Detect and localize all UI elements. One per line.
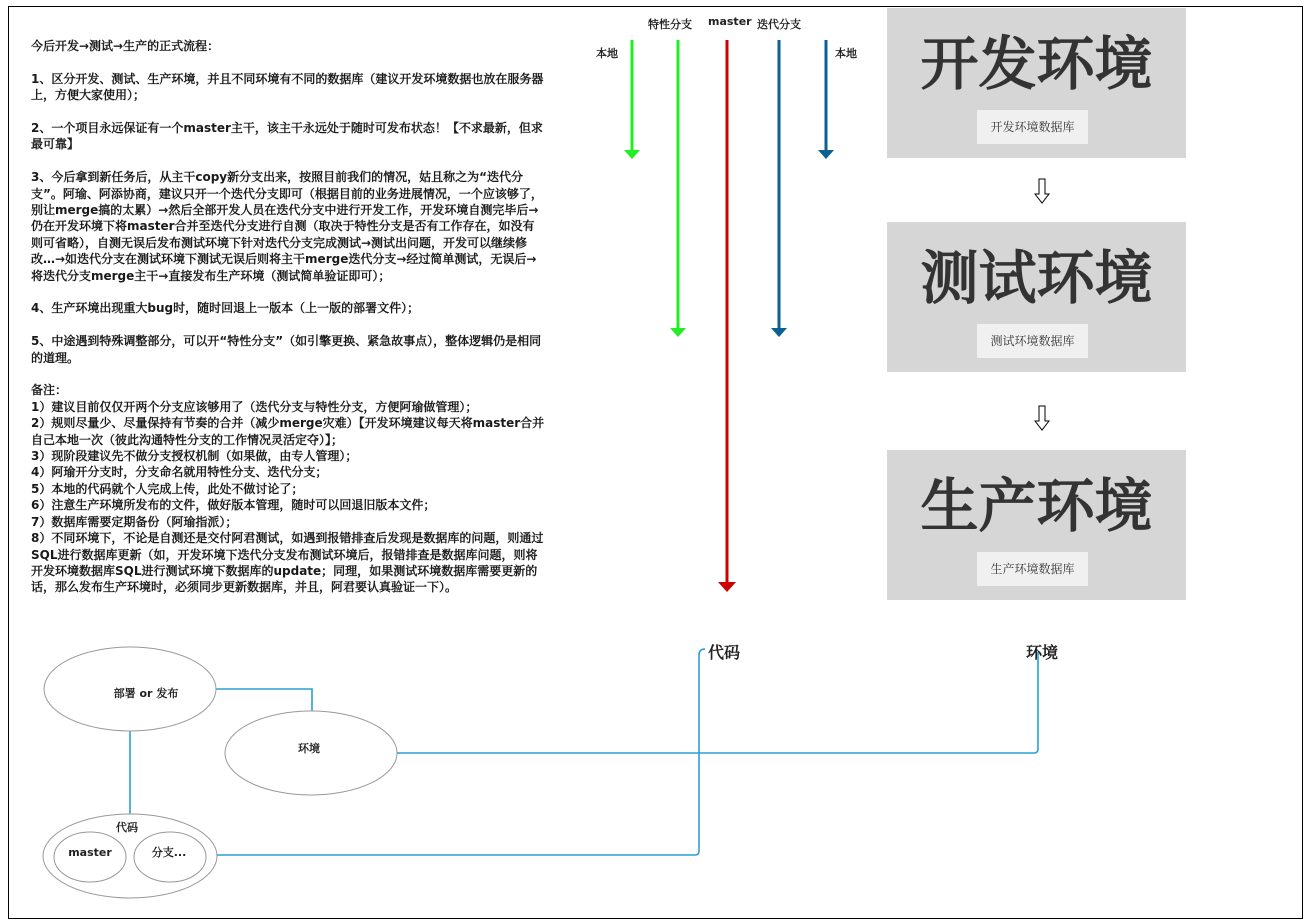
notes-paragraph-5: 5、中途遇到特殊调整部分，可以开“特性分支”（如引擎更换、紧急故事点），整体逻辑仍是相同的道理。 xyxy=(31,334,542,365)
dev-to-test-arrow-icon xyxy=(1034,178,1050,204)
iteration-branch-label: 迭代分支 xyxy=(757,18,801,31)
env-bubble-label: 环境 xyxy=(298,742,320,755)
test-env-title: 测试环境 xyxy=(920,244,1153,312)
master-bubble-label: master xyxy=(68,846,112,859)
test-env-box xyxy=(887,222,1186,372)
prod-env-box xyxy=(887,450,1186,600)
local-left-label: 本地 xyxy=(596,47,618,60)
deploy-env-connector xyxy=(215,689,312,713)
local-left-arrowhead xyxy=(624,150,640,159)
notes-paragraph-1: 1、区分开发、测试、生产环境，并且不同环境有不同的数据库（建议开发环境数据也放在服务器上，方便大家使用）； xyxy=(31,71,544,103)
feature-branch-label: 特性分支 xyxy=(648,18,692,31)
local-right-label: 本地 xyxy=(835,47,857,60)
master-arrowhead xyxy=(718,582,736,592)
test-env-db: 测试环境数据库 xyxy=(977,324,1088,358)
remark-item: 5）本地的代码就个人完成上传，此处不做讨论了； xyxy=(31,481,304,496)
dev-env-box xyxy=(887,8,1186,158)
notes-paragraph-4: 4、生产环境出现重大bug时，随时回退上一版本（上一版的部署文件）； xyxy=(31,301,420,316)
code-bubble-label: 代码 xyxy=(116,821,138,834)
feature-branch-arrowhead xyxy=(670,328,686,337)
remark-item: 8）不同环境下，不论是自测还是交付阿君测试，如遇到报错排查后发现是数据库的问题，则通过SQL进行数据库更新（如，开发环境下迭代分支发布测试环境后，报错排查是数据库问题，则将开发环境数据库SQL进行测试环境下数据库的update；同理，如果测试环境数据库需要更新的话，那么发布生产环境时，必须同步更新数据库，并且，阿君要认真验证一下）。 xyxy=(31,531,544,595)
remark-item: 7）数据库需要定期备份（阿瑜指派）； xyxy=(31,514,238,529)
branch-bubble-label: 分支... xyxy=(151,846,187,859)
notes-paragraph-3: 3、今后拿到新任务后，从主干copy新分支出来，按照目前我们的情况，姑且称之为“迭代分支”。阿瑜、阿添协商，建议只开一个迭代分支即可（根据目前的业务进展情况，一个应该够了，别让merge搞的太累）→然后全部开发人员在迭代分支中进行开发工作，开发环境自测完毕后→仍在开发环境下将master合并至迭代分支进行自测（取决于特性分支是否有工作存在，如没有则可省略），自测无误后发布测试环境下针对迭代分支完成测试→测试出问题，开发可以继续修改…→如迭代分支在测试环境下测试无误后则将主干merge迭代分支→经过简单测试，无误后→将迭代分支merge主干→直接发布生产环境（测试简单验证即可）； xyxy=(31,170,543,283)
remark-item: 1）建议目前仅仅开两个分支应该够用了（迭代分支与特性分支，方便阿瑜做管理）； xyxy=(31,399,478,414)
test-to-prod-arrow-icon xyxy=(1034,405,1050,431)
remark-item: 2）规则尽量少、尽量保持有节奏的合并（减少merge灾难）【开发环境建议每天将master合并自己本地一次（彼此沟通特性分支的工作情况灵活定夺）】； xyxy=(31,416,545,447)
code-label: 代码 xyxy=(708,643,741,662)
prod-env-db: 生产环境数据库 xyxy=(977,552,1088,586)
iteration-branch-arrowhead xyxy=(771,328,787,337)
dev-env-db: 开发环境数据库 xyxy=(977,110,1088,144)
env-label: 环境 xyxy=(1026,643,1059,662)
master-label: master xyxy=(708,15,752,28)
notes-paragraph-2: 2、一个项目永远保证有一个master主干，该主干永远处于随时可发布状态！【不求最新，但求最可靠】 xyxy=(31,121,543,152)
remarks-title: 备注： xyxy=(31,383,68,398)
remark-item: 3）现阶段建议先不做分支授权机制（如果做，由专人管理）； xyxy=(31,449,358,464)
local-right-arrowhead xyxy=(818,150,834,159)
dev-env-title: 开发环境 xyxy=(920,30,1153,98)
remark-item: 6）注意生产环境所发布的文件，做好版本管理，随时可以回退旧版本文件； xyxy=(31,498,436,513)
notes-title: 今后开发→测试→生产的正式流程： xyxy=(31,39,220,53)
deploy-bubble-label: 部署 or 发布 xyxy=(113,687,179,700)
prod-env-title: 生产环境 xyxy=(920,472,1153,540)
remark-item: 4）阿瑜开分支时，分支命名就用特性分支、迭代分支； xyxy=(31,465,328,480)
env-connector xyxy=(397,652,1038,753)
